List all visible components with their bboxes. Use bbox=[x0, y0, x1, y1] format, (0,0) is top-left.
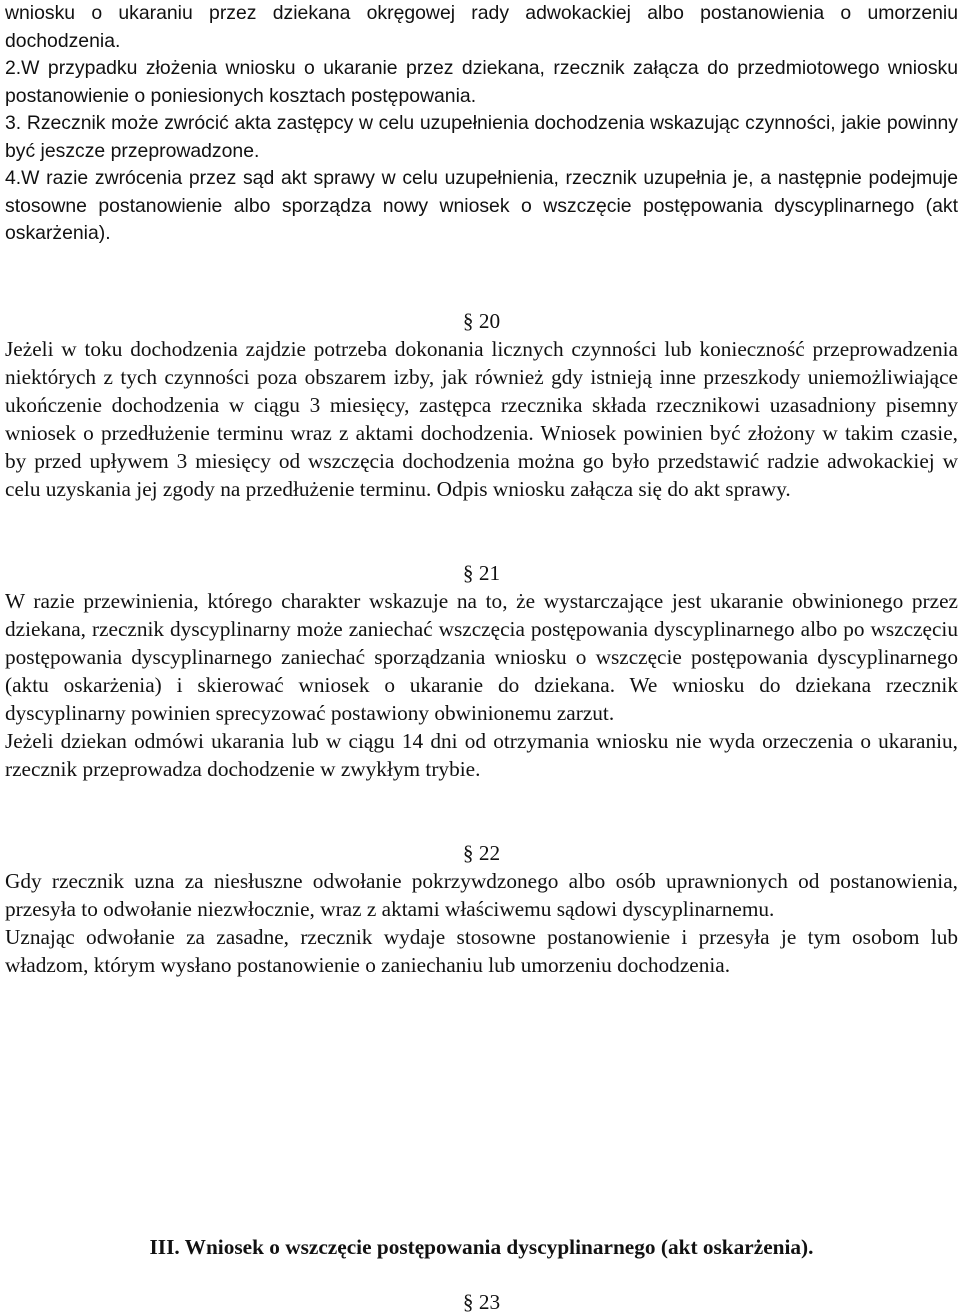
paragraph-point-3: 3. Rzecznik może zwrócić akta zastępcy w celu uzupełnienia dochodzenia wskazując czynności, jakie powinny być jeszcze przeprowadzone. bbox=[5, 112, 958, 162]
section-22-body bbox=[5, 867, 958, 979]
section-20-body bbox=[5, 335, 958, 503]
section-23-heading: § 23 bbox=[462, 1290, 501, 1314]
section-22-paragraph-2: Uznając odwołanie za zasadne, rzecznik wydaje stosowne postanowienie i przesyła je tym osobom lub władzom, którym wysłano postanowienie o zaniechaniu lub umorzeniu dochodzenia. bbox=[5, 925, 958, 977]
section-22-paragraph-1: Gdy rzecznik uzna za niesłuszne odwołanie pokrzywdzonego albo osób uprawnionych od postanowienia, przesyła to odwołanie niezwłocznie, wraz z aktami właściwemu sądowi dyscyplinarnemu. bbox=[5, 869, 958, 921]
paragraph-point-4: 4.W razie zwrócenia przez sąd akt sprawy w celu uzupełnienia, rzecznik uzupełnia je, a następnie podejmuje stosowne postanowienie albo sporządza nowy wniosek o wszczęcie postępowania dyscyplinarnego (akt oskarżenia). bbox=[5, 167, 958, 244]
paragraph-continuation: wniosku o ukaraniu przez dziekana okręgowej rady adwokackiej albo postanowienia o umorzeniu dochodzenia. bbox=[5, 2, 958, 52]
section-21-paragraph-1: W razie przewinienia, którego charakter wskazuje na to, że wystarczające jest ukaranie obwinionego przez dziekana, rzecznik dyscyplinarny może zaniechać wszczęcia postępowania dyscyplinarnego albo po wszczęciu postępowania dyscyplinarnego zaniechać sporządzania wniosku o wszczęcie postępowania dyscyplinarnego (aktu oskarżenia) i skierować wniosek o ukaranie do dziekana. We wniosku do dziekana rzecznik dyscyplinarny powinien sprecyzować postawiony obwinionemu zarzut. bbox=[5, 589, 958, 725]
section-21-heading: § 21 bbox=[462, 561, 501, 585]
continuation-block bbox=[5, 0, 958, 248]
section-21-paragraph-2: Jeżeli dziekan odmówi ukarania lub w ciągu 14 dni od otrzymania wniosku nie wyda orzeczenia o ukaraniu, rzecznik przeprowadza dochodzenie w zwykłym trybie. bbox=[5, 729, 958, 781]
section-21-body bbox=[5, 587, 958, 783]
section-22-heading: § 22 bbox=[462, 841, 501, 865]
paragraph-point-2: 2.W przypadku złożenia wniosku o ukaranie przez dziekana, rzecznik załącza do przedmiotowego wniosku postanowienie o poniesionych kosztach postępowania. bbox=[5, 57, 958, 107]
section-20-paragraph: Jeżeli w toku dochodzenia zajdzie potrzeba dokonania licznych czynności lub konieczność przeprowadzenia niektórych z tych czynności poza obszarem izby, jak również gdy istnieją inne przeszkody uniemożliwiające ukończenie dochodzenia w ciągu 3 miesięcy, zastępca rzecznika składa rzecznikowi uzasadniony pisemny wniosek o przedłużenie terminu wraz z aktami dochodzenia. Wniosek powinien być złożony w takim czasie, by przed upływem 3 miesięcy od wszczęcia dochodzenia można go było przedstawić radzie adwokackiej w celu uzyskania jej zgody na przedłużenie terminu. Odpis wniosku załącza się do akt sprawy. bbox=[5, 337, 958, 501]
part-3-heading: III. Wniosek o wszczęcie postępowania dyscyplinarnego (akt oskarżenia). bbox=[149, 1235, 814, 1259]
section-20-heading: § 20 bbox=[462, 309, 501, 333]
